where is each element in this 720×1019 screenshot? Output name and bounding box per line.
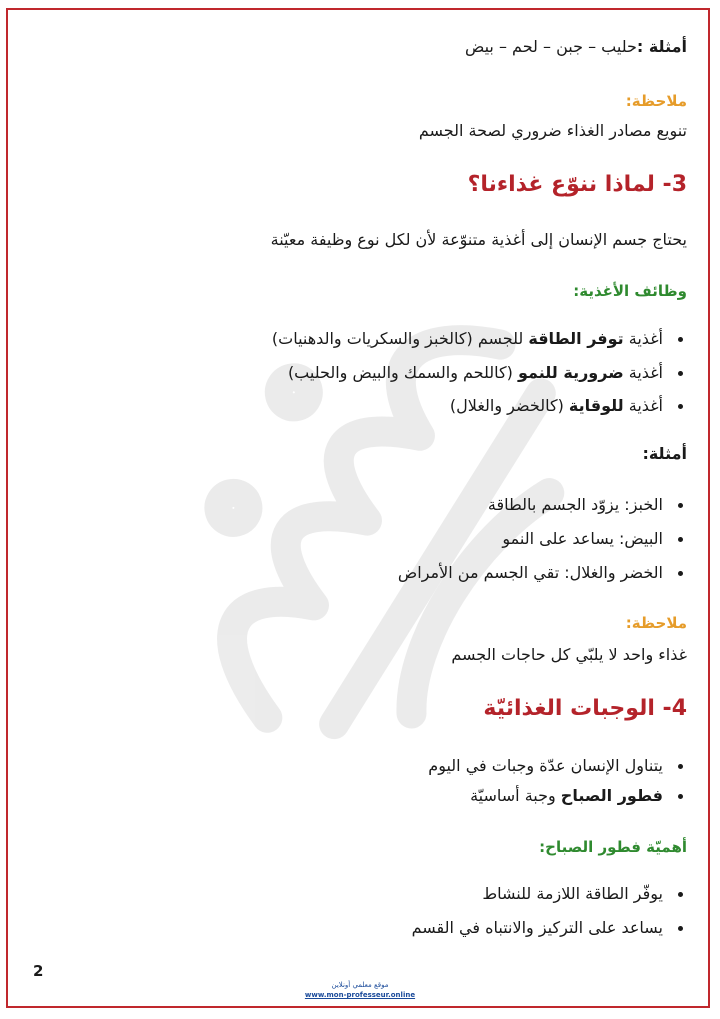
examples-text: حليب – جبن – لحم – بيض [465, 37, 637, 56]
breakfast-label: أهميّة فطور الصباح: [539, 838, 687, 856]
bullet-icon [678, 926, 683, 931]
examples-line [465, 36, 687, 58]
examples-label: أمثلة : [636, 37, 687, 56]
footer-site-name: موقع معلمي أونلاين [331, 981, 389, 989]
list-item: أغذية للوقاية (كالخضر والغلال) [450, 395, 687, 417]
section-4-heading: 4- الوجبات الغذائيّة [483, 696, 687, 721]
bullet-icon [678, 337, 683, 342]
list-item: الخبز: يزوّد الجسم بالطاقة [488, 494, 687, 516]
note-2-text: غذاء واحد لا يلبّي كل حاجات الجسم [451, 645, 687, 664]
bullet-icon [678, 571, 683, 576]
footer-url-link[interactable]: www.mon-professeur.online [304, 991, 416, 999]
list-item: فطور الصباح وجبة أساسيّة [470, 785, 687, 807]
list-item: يتناول الإنسان عدّة وجبات في اليوم [428, 755, 687, 777]
bullet-icon [678, 794, 683, 799]
section-3-intro: يحتاج جسم الإنسان إلى أغذية متنوّعة لأن لكل نوع وظيفة معيّنة [270, 230, 687, 249]
examples-2-label: أمثلة: [642, 444, 687, 463]
bullet-icon [678, 404, 683, 409]
list-item: أغذية توفر الطاقة للجسم (كالخبز والسكريات والدهنيات) [272, 328, 687, 350]
bullet-icon [678, 892, 683, 897]
bullet-icon [678, 371, 683, 376]
note-2-label: ملاحظة: [625, 614, 687, 632]
list-item: يساعد على التركيز والانتباه في القسم [412, 917, 687, 939]
page-number: 2 [33, 962, 44, 980]
bullet-icon [678, 537, 683, 542]
note-label: ملاحظة: [625, 92, 687, 110]
list-item: يوفّر الطاقة اللازمة للنشاط [482, 883, 687, 905]
list-item: أغذية ضرورية للنمو (كاللحم والسمك والبيض والحليب) [288, 362, 687, 384]
functions-label: وظائف الأغذية: [573, 282, 687, 300]
section-3-heading: 3- لماذا ننوّع غذاءنا؟ [467, 172, 687, 197]
note-text: تنويع مصادر الغذاء ضروري لصحة الجسم [418, 121, 687, 140]
list-item: البيض: يساعد على النمو [502, 528, 687, 550]
bullet-icon [678, 503, 683, 508]
bullet-icon [678, 764, 683, 769]
list-item: الخضر والغلال: تقي الجسم من الأمراض [398, 562, 687, 584]
